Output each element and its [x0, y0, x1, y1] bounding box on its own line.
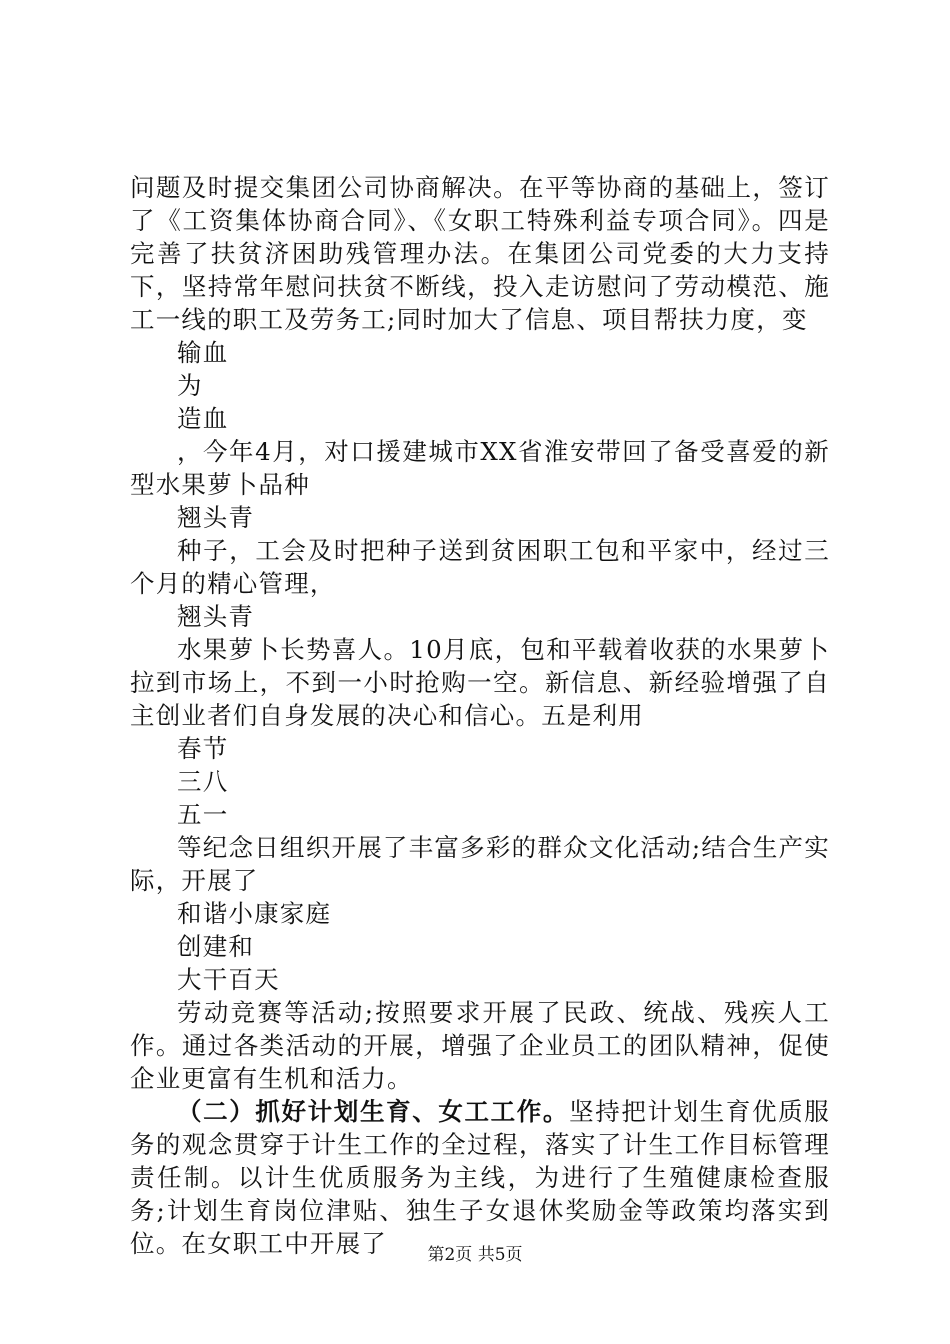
paragraph-continued: 问题及时提交集团公司协商解决。在平等协商的基础上，签订了《工资集体协商合同》、《女职工特殊利益专项合同》。四是完善了扶贫济困助残管理办法。在集团公司党委的大力支持下，坚持常年慰问扶贫不断线，投入走访慰问了劳动模范、施工一线的职工及劳务工;同时加大了信息、项目帮扶力度，变	[130, 173, 830, 334]
paragraph: 创建和	[177, 932, 255, 961]
paragraph: ，今年4月，对口援建城市XX省淮安带回了备受喜爱的新型水果萝卜品种	[130, 437, 830, 499]
paragraph: 和谐小康家庭	[177, 899, 332, 928]
section-heading: （二）抓好计划生育、女工工作。	[177, 1097, 570, 1126]
paragraph: 造血	[177, 404, 229, 433]
paragraph: 种子，工会及时把种子送到贫困职工包和平家中，经过三个月的精心管理，	[130, 536, 830, 598]
section-text: 坚持把计划生育优质服务的观念贯穿于计生工作的全过程，落实了计生工作目标管理责任制。以计生优质服务为主线，为进行了生殖健康检查服务;计划生育岗位津贴、独生子女退休奖励金等政策均落实到位。在女职工中开展了	[130, 1097, 830, 1258]
paragraph: 劳动竞赛等活动;按照要求开展了民政、统战、残疾人工作。通过各类活动的开展，增强了企业员工的团队精神，促使企业更富有生机和活力。	[130, 998, 830, 1093]
document-body	[130, 171, 830, 1260]
paragraph: 春节	[177, 734, 229, 763]
paragraph: 等纪念日组织开展了丰富多彩的群众文化活动;结合生产实际，开展了	[130, 833, 830, 895]
paragraph: 输血	[177, 338, 229, 367]
paragraph: 翘头青	[177, 602, 255, 631]
paragraph: 三八	[177, 767, 229, 796]
paragraph: 五一	[177, 800, 229, 829]
paragraph: 大干百天	[177, 965, 280, 994]
paragraph: 水果萝卜长势喜人。10月底，包和平载着收获的水果萝卜拉到市场上，不到一小时抢购一空。新信息、新经验增强了自主创业者们自身发展的决心和信心。五是利用	[130, 635, 830, 730]
section-paragraph	[130, 1095, 830, 1260]
paragraph: 为	[177, 371, 203, 400]
paragraph: 翘头青	[177, 503, 255, 532]
page-number-footer: 第2页 共5页	[427, 1245, 523, 1265]
